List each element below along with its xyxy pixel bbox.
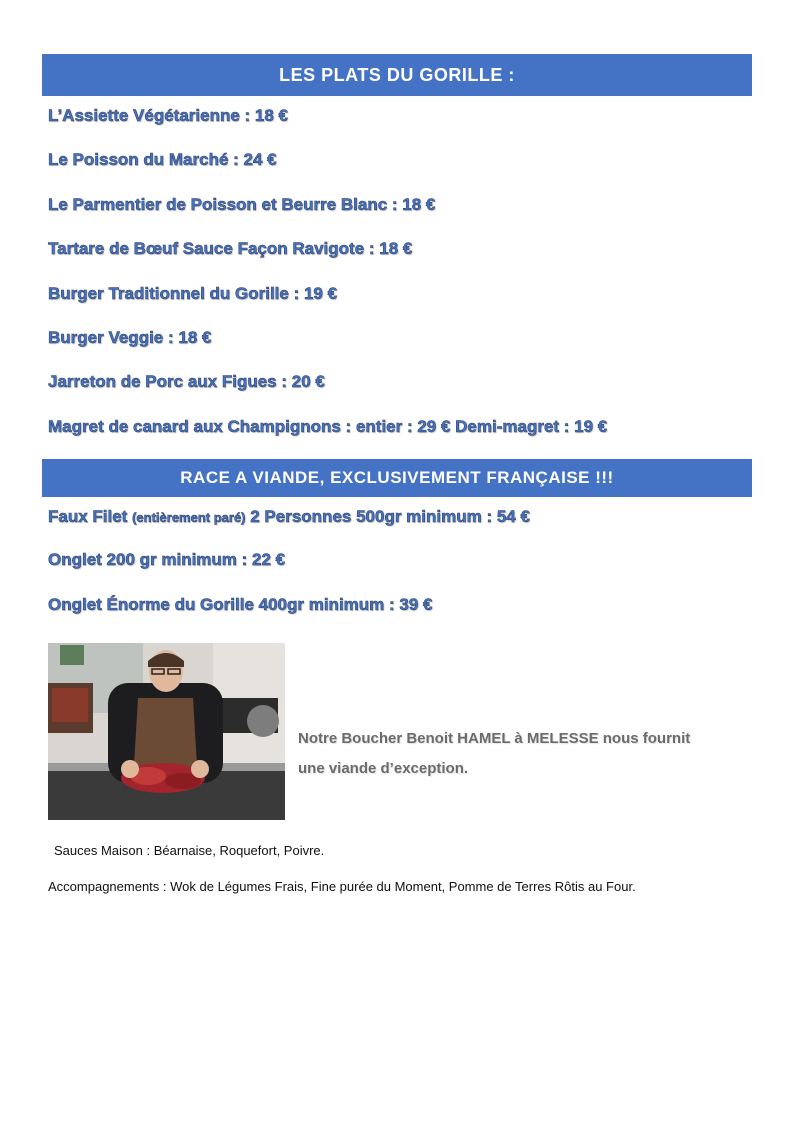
menu-item: Onglet Énorme du Gorille 400gr minimum : 39 € [48, 595, 433, 614]
menu-item: Tartare de Bœuf Sauce Façon Ravigote : 18 € [48, 239, 413, 258]
menu-item: Burger Traditionnel du Gorille : 19 € [48, 284, 338, 303]
faux-filet-price: 2 Personnes 500gr minimum : 54 € [250, 507, 530, 526]
butcher-line-2: une viande d’exception. [298, 760, 469, 777]
butcher-photo [48, 643, 285, 820]
faux-filet-note: (entièrement paré) [132, 510, 246, 525]
sauces-text: Sauces Maison : Béarnaise, Roquefort, Poivre. [54, 843, 325, 858]
menu-item: Le Parmentier de Poisson et Beurre Blanc : 18 € [48, 195, 436, 214]
menu-item: Onglet 200 gr minimum : 22 € [48, 550, 286, 569]
section-header-plats: LES PLATS DU GORILLE : [42, 54, 752, 96]
section-header-viande: RACE A VIANDE, EXCLUSIVEMENT FRANÇAISE !!! [42, 459, 752, 497]
menu-item: Le Poisson du Marché : 24 € [48, 150, 277, 169]
menu-item: Burger Veggie : 18 € [48, 328, 212, 347]
butcher-line-1: Notre Boucher Benoit HAMEL à MELESSE nous fournit [298, 730, 691, 747]
menu-item: Magret de canard aux Champignons : entier : 29 € Demi-magret : 19 € [48, 417, 608, 436]
menu-item: L’Assiette Végétarienne : 18 € [48, 106, 288, 125]
faux-filet-name: Faux Filet [48, 507, 128, 526]
butcher-note [298, 724, 738, 784]
menu-item: Jarreton de Porc aux Figues : 20 € [48, 372, 325, 391]
accompaniments-text: Accompagnements : Wok de Légumes Frais, Fine purée du Moment, Pomme de Terres Rôtis au Four. [48, 879, 636, 894]
menu-item-faux-filet [48, 507, 530, 527]
